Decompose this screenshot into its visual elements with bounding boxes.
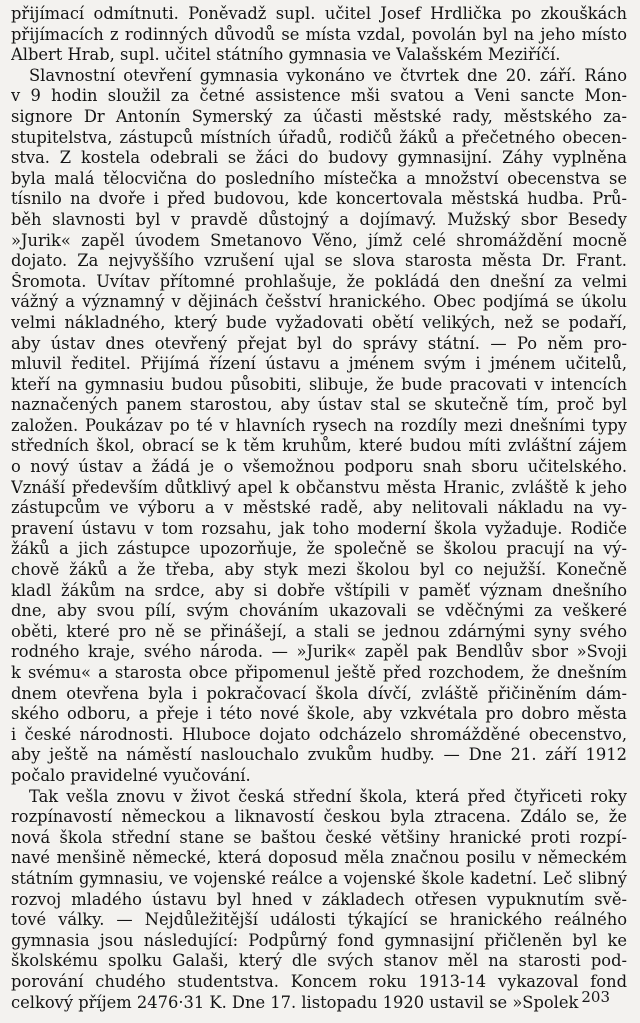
text-line: Albert Hrab, supl. učitel státního gymnasia ve Valašském Meziříčí. — [11, 45, 561, 65]
text-line: v 9 hodin sloužil za četné assistence mši svatou a Veni sancte Mon- — [11, 86, 627, 106]
text-line: signore Dr Antonín Symerský za účasti městské rady, městského za- — [11, 106, 627, 126]
text-line: běh slavnosti byl v pravdě důstojný a dojímavý. Mužský sbor Besedy — [11, 209, 627, 229]
text-line: pravení ústavu v tom rozsahu, jak toho moderní škola vyžaduje. Rodiče — [11, 518, 627, 538]
paragraph — [11, 787, 627, 1014]
document-page — [11, 4, 627, 1013]
text-line: stupitelstva, zástupců místních úřadů, rodičů žáků a přečetného obecen- — [11, 127, 627, 147]
text-line: aby ústav dnes otevřený přejat byl do správy státní. — Po něm pro- — [11, 333, 627, 353]
text-line: oběti, které pro ně se přinášejí, a stali se jednou zdárnými syny svého — [11, 621, 627, 641]
text-line: »Jurik« zapěl úvodem Smetanovo Věno, jímž celé shromáždění mocně — [11, 230, 627, 250]
text-line: dne, aby svou pílí, svým chováním ukazovali se vděčnými za veškeré — [11, 601, 627, 621]
paragraph — [11, 66, 627, 787]
text-line: k svému« a starosta obce připomenul ještě před rozchodem, že dnešním — [11, 663, 627, 682]
text-line: středních škol, obrací se k těm kruhům, které budou míti zvláštní zájem — [11, 436, 627, 456]
text-line: velmi nákladného, který bude vyžadovati obětí velikých, než se podaří, — [11, 312, 627, 332]
text-line: školskému spolku Galaši, který dle svých stanov měl na starosti pod- — [11, 951, 627, 971]
text-line: chově žáků a že třeba, aby styk mezi školou byl co nejužší. Konečně — [11, 560, 627, 580]
text-line: Šromota. Uvítav přítomné prohlašuje, že pokládá den dnešní za velmi — [11, 271, 627, 291]
text-line: dojato. Za nejvyššího vzrušení ujal se slova starosta města Dr. Frant. — [11, 251, 627, 271]
text-line: rozvoj mladého ústavu byl hned v základech otřesen vypuknutím svě- — [11, 889, 627, 909]
text-line: tové války. — Nejdůležitější události týkající se hranického reálného — [11, 910, 627, 930]
text-line: přijímací odmítnuti. Poněvadž supl. učitel Josef Hrdlička po zkouškách — [11, 4, 627, 23]
text-line: rozpínavostí německou a liknavostí českou byla ztracena. Zdálo se, že — [11, 807, 627, 827]
text-line: nová škola střední stane se baštou české většiny hranické proti rozpí- — [11, 827, 627, 847]
text-line: zástupcům ve výboru a v městské radě, aby nelitovali nákladu na vy- — [11, 498, 627, 518]
text-line: mluvil ředitel. Přijímá řízení ústavu a jménem svým i jménem učitelů, — [11, 354, 627, 374]
text-line: dnem otevřena byla i pokračovací škola dívčí, zvláště přičiněním dám- — [11, 683, 627, 703]
text-line: gymnasia jsou následující: Podpůrný fond gymnasijní přičleněn byl ke — [11, 930, 627, 950]
text-line: byla malá tělocvična do posledního místečka a množství obecenstva se — [11, 168, 627, 188]
text-line: kteří na gymnasiu budou působiti, slibuje, že bude pracovati v intencích — [11, 374, 627, 394]
text-line: naznačených panem starostou, aby ústav stal se skutečně tím, proč byl — [11, 395, 627, 415]
text-line: Slavnostní otevření gymnasia vykonáno ve čtvrtek dne 20. září. Ráno — [29, 65, 627, 85]
text-line: Tak vešla znovu v život česká střední škola, která před čtyřiceti roky — [29, 786, 627, 806]
text-line: přijímacích z rodinných důvodů se místa vzdal, povolán byl na jeho místo — [11, 24, 627, 44]
text-line: kladl žákům na srdce, aby si dobře vštípili v paměť význam dnešního — [11, 580, 627, 600]
text-line: navé menšině německé, která doposud měla značnou posilu v německém — [11, 848, 627, 868]
text-line: státním gymnasiu, ve vojenské reálce a vojenské škole kadetní. Leč slibný — [11, 868, 627, 888]
text-line: porování chudého studentstva. Koncem roku 1913-14 vykazoval fond — [11, 971, 627, 991]
text-line: vážný a významný v dějinách češství hranického. Obec podjímá se úkolu — [11, 292, 627, 312]
text-line: žáků a jich zástupce upozorňuje, že společně se školou pracují na vý- — [11, 539, 627, 559]
text-line: tísnilo na dvoře i před budovou, kde koncertovala městská hudba. Prů- — [11, 189, 627, 209]
text-line: Vznáší především důtklivý apel k občanstvu města Hranic, zvláště k jeho — [11, 477, 627, 497]
page-number: 203 — [581, 988, 610, 1006]
text-line: založen. Poukázav po té v hlavních rysech na rozdíly mezi dnešními typy — [11, 415, 627, 435]
text-line: ského odboru, a přeje i této nové škole, aby vzkvétala pro dobro města — [11, 704, 627, 724]
text-line: aby ještě na náměstí naslouchalo zvukům hudby. — Dne 21. září 1912 — [11, 745, 627, 765]
text-line: stva. Z kostela odebrali se žáci do budovy gymnasijní. Záhy vyplněna — [11, 148, 627, 168]
text-line: o nový ústav a žádá je o všemožnou podporu snah sboru učitelského. — [11, 457, 627, 477]
paragraph — [11, 4, 627, 66]
text-line: rodného kraje, svého národa. — »Jurik« zapěl pak Bendlův sbor »Svoji — [11, 642, 627, 662]
text-line: počalo pravidelné vyučování. — [11, 765, 251, 785]
text-line: i české národnosti. Hluboce dojato odcházelo shromážděné obecenstvo, — [11, 724, 627, 744]
text-line: celkový příjem 2476·31 K. Dne 17. listopadu 1920 ustavil se »Spolek — [11, 992, 579, 1012]
